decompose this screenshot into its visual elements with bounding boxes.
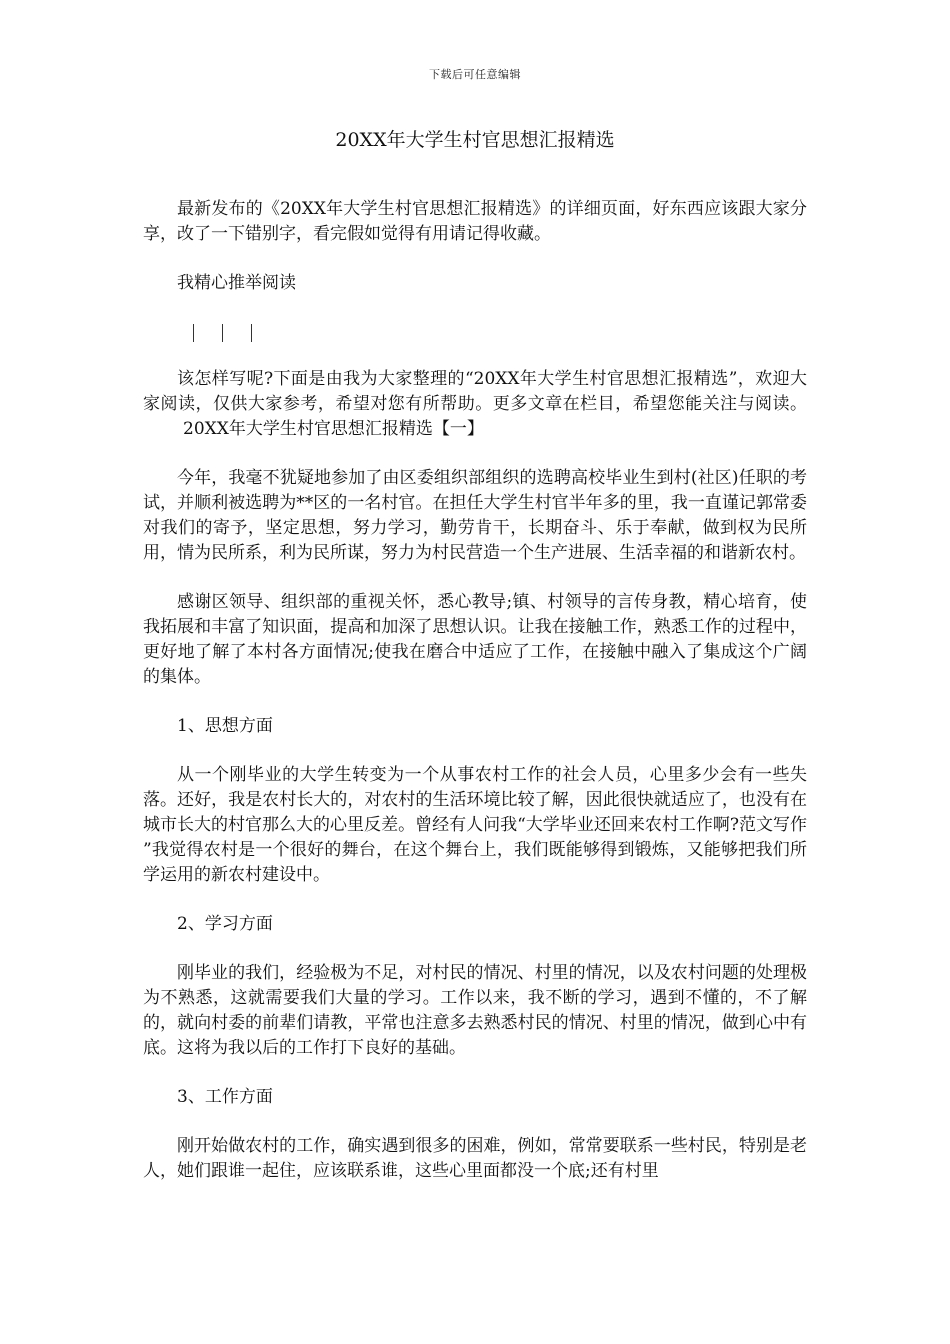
paragraph-3: 从一个刚毕业的大学生转变为一个从事农村工作的社会人员，心里多少会有一些失落。还好，我是农村长大的，对农村的生活环境比较了解，因此很快就适应了，也没有在城市长大的村官那么大的心里反差。曾经有人问我“大学毕业还回来农村工作啊?范文写作 ”我觉得农村是一个很好的舞台，在这个舞台上，我们既能够得到锻炼，又能够把我们所学运用的新农村建设中。 — [143, 765, 807, 885]
guide-paragraph — [143, 367, 807, 442]
paragraph-1: 今年，我毫不犹疑地参加了由区委组织部组织的选聘高校毕业生到村(社区)任职的考试，并顺利被选聘为**区的一名村官。在担任大学生村官半年多的里，我一直谨记郭常委对我们的寄予，坚定思想，努力学习，勤劳肯干，长期奋斗、乐于奉献，做到权为民所用，情为民所系，利为民所谋，努力为村民营造一个生产进展、生活幸福的和谐新农村。 — [143, 468, 807, 563]
link-separator[interactable] — [251, 324, 252, 342]
section-title-one: 20XX年大学生村官思想汇报精选【一】 — [183, 419, 484, 439]
recommended-links — [143, 320, 807, 345]
intro-paragraph: 最新发布的《20XX年大学生村官思想汇报精选》的详细页面，好东西应该跟大家分享，改了一下错别字，看完假如觉得有用请记得收藏。 — [143, 199, 807, 244]
paragraph-2: 感谢区领导、组织部的重视关怀，悉心教导;镇、村领导的言传身教，精心培育，使我拓展和丰富了知识面，提高和加深了思想认识。让我在接触工作，熟悉工作的过程中，更好地了解了本村各方面情况;使我在磨合中适应了工作，在接触中融入了集成这个广阔的集体。 — [143, 592, 807, 687]
page-title: 20XX年大学生村官思想汇报精选 — [335, 129, 615, 151]
paragraph-5: 刚开始做农村的工作，确实遇到很多的困难，例如，常常要联系一些村民，特别是老人，她们跟谁一起住，应该联系谁，这些心里面都没一个底;还有村里 — [143, 1136, 807, 1181]
header-note: 下载后可任意编辑 — [429, 68, 521, 81]
heading-study: 2、学习方面 — [177, 914, 273, 934]
link-separator[interactable] — [222, 324, 223, 342]
paragraph-4: 刚毕业的我们，经验极为不足，对村民的情况、村里的情况，以及农村问题的处理极为不熟悉，这就需要我们大量的学习。工作以来，我不断的学习，遇到不懂的，不了解的，就向村委的前辈们请教，平常也注意多去熟悉村民的情况、村里的情况，做到心中有底。这将为我以后的工作打下良好的基础。 — [143, 963, 807, 1058]
document-body — [143, 197, 807, 1208]
guide-text: 该怎样写呢?下面是由我为大家整理的“20XX年大学生村官思想汇报精选”，欢迎大家阅读，仅供大家参考，希望对您有所帮助。更多文章在栏目，希望您能关注与阅读。 — [143, 369, 807, 414]
heading-work: 3、工作方面 — [177, 1087, 273, 1107]
recommend-line: 我精心推举阅读 — [177, 273, 296, 293]
link-separator[interactable] — [193, 324, 194, 342]
heading-thought: 1、思想方面 — [177, 716, 273, 736]
